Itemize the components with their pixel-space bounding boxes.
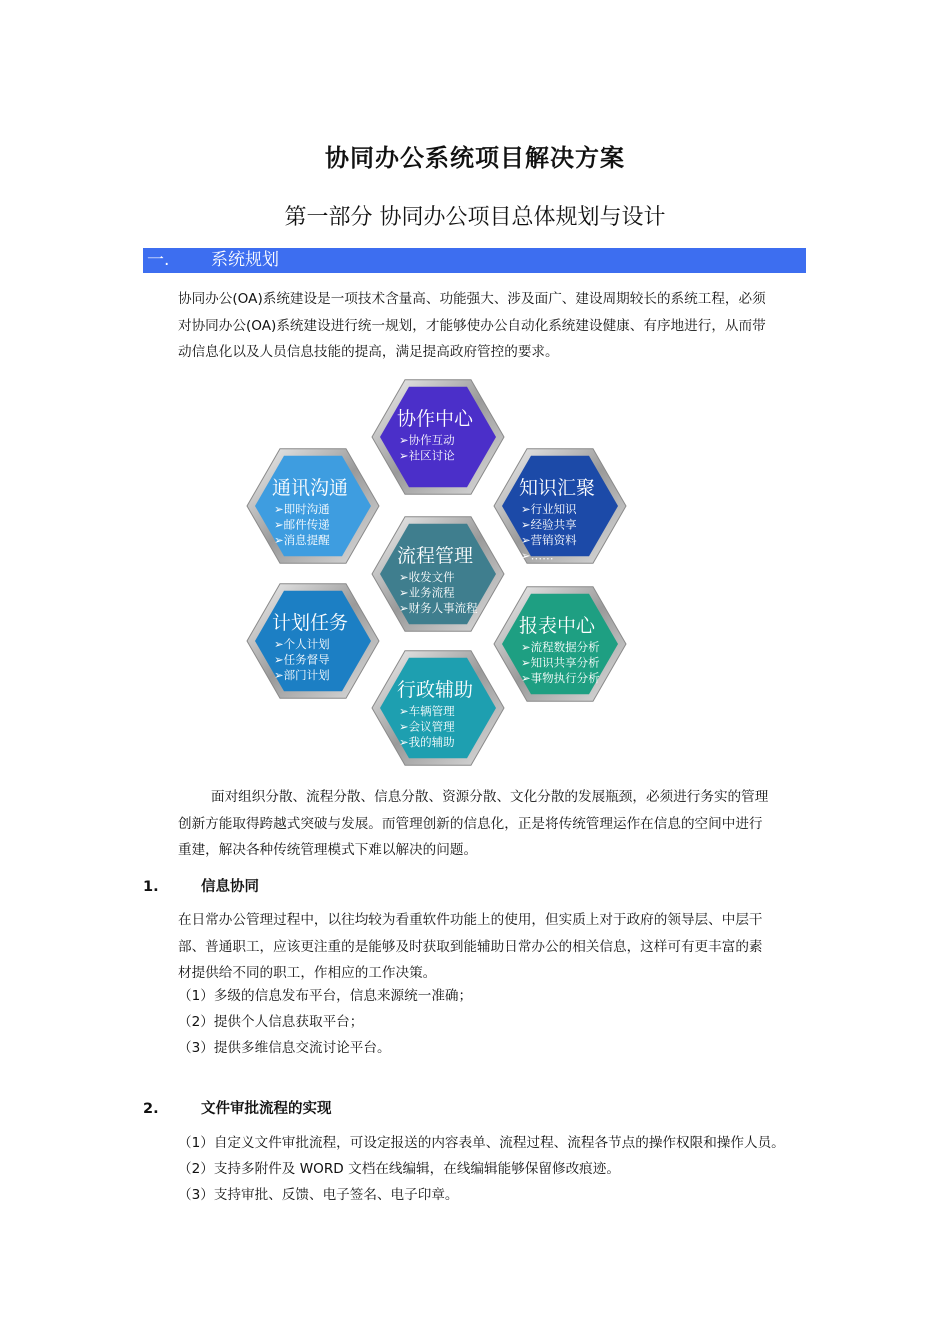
list-item: （1）自定义文件审批流程，可设定报送的内容表单、流程过程、流程各节点的操作权限和操作人员。 (178, 1135, 785, 1151)
subsection-number: 2. (143, 1101, 159, 1117)
hexagon-module (372, 517, 504, 631)
text-line: 创新方能取得跨越式突破与发展。而管理创新的信息化，正是将传统管理运作在信息的空间中进行 (178, 815, 763, 832)
info-collab-paragraph (178, 907, 808, 987)
hexagon-item: ➢经验共享 (521, 517, 577, 532)
hexagon-module (494, 587, 626, 701)
hexagon-module (247, 449, 379, 563)
list-item: （2）支持多附件及 WORD 文档在线编辑，在线编辑能够保留修改痕迹。 (178, 1161, 620, 1177)
hexagon-item: ➢即时沟通 (274, 502, 330, 516)
list-item: （1）多级的信息发布平台，信息来源统一准确； (178, 988, 473, 1004)
hexagon-item: ➢会议管理 (399, 719, 455, 734)
section-title: 系统规划 (211, 250, 279, 270)
subsection-title: 文件审批流程的实现 (201, 1101, 332, 1117)
hexagon-item: ➢营销资料 (521, 533, 577, 547)
analysis-paragraph (178, 784, 808, 864)
hexagon-title: 流程管理 (397, 545, 474, 567)
hexagon-item: ➢…… (521, 548, 554, 563)
subsection-heading-1 (143, 875, 259, 896)
hexagon-item: ➢业务流程 (399, 585, 455, 600)
hexagon-item: ➢我的辅助 (399, 735, 455, 749)
hexagon-item: ➢消息提醒 (274, 533, 330, 547)
hexagon-title: 报表中心 (519, 615, 596, 637)
section-heading-bar (143, 248, 806, 273)
text-line: 材提供给不同的职工，作相应的工作决策。 (178, 965, 437, 981)
text-line: 在日常办公管理过程中，以往均较为看重软件功能上的使用，但实质上对于政府的领导层、中层干 (178, 912, 763, 928)
hexagon-item: ➢财务人事流程 (399, 601, 478, 615)
document-title: 协同办公系统项目解决方案 (325, 144, 625, 172)
hexagon-module (247, 584, 379, 698)
hexagon-title: 行政辅助 (397, 679, 474, 701)
hexagon-item: ➢流程数据分析 (521, 640, 600, 654)
hexagon-item: ➢知识共享分析 (521, 655, 600, 670)
hexagon-item: ➢社区讨论 (399, 448, 455, 463)
text-line: 重建，解决各种传统管理模式下难以解决的问题。 (178, 842, 478, 858)
subsection-heading-2 (143, 1097, 332, 1118)
hexagon-module (494, 449, 626, 563)
hexagon-item: ➢行业知识 (521, 502, 577, 516)
subsection-title: 信息协同 (201, 879, 259, 895)
hexagon-item: ➢个人计划 (274, 637, 330, 651)
hexagon-item: ➢任务督导 (274, 652, 330, 667)
intro-paragraph (178, 286, 808, 366)
text-line: 对协同办公(OA)系统建设进行统一规划，才能够使办公自动化系统建设健康、有序地进行，从而带 (178, 317, 766, 334)
text-line: 部、普通职工，应该更注重的是能够及时获取到能辅助日常办公的相关信息，这样可有更丰富的素 (178, 938, 763, 955)
hexagon-module (372, 380, 504, 494)
approval-list (178, 1130, 785, 1208)
subsection-number: 1. (143, 879, 159, 895)
hexagon-title: 通讯沟通 (272, 477, 349, 499)
list-item: （2）提供个人信息获取平台； (178, 1014, 364, 1030)
hexagon-module-figure (228, 368, 668, 776)
list-item: （3）提供多维信息交流讨论平台。 (178, 1040, 391, 1056)
hexagon-title: 协作中心 (397, 408, 474, 430)
info-collab-list (178, 983, 472, 1061)
text-line: 协同办公(OA)系统建设是一项技术含量高、功能强大、涉及面广、建设周期较长的系统工程，必须 (178, 291, 766, 307)
hexagon-item: ➢部门计划 (274, 668, 330, 682)
text-line: 面对组织分散、流程分散、信息分散、资源分散、文化分散的发展瓶颈，必须进行务实的管理 (211, 789, 769, 805)
hexagon-title: 知识汇聚 (519, 477, 596, 499)
part-title: 第一部分 协同办公项目总体规划与设计 (284, 205, 666, 230)
hexagon-item: ➢事物执行分析 (521, 671, 600, 685)
hexagon-item: ➢车辆管理 (399, 704, 455, 718)
list-item: （3）支持审批、反馈、电子签名、电子印章。 (178, 1187, 459, 1203)
hexagon-module (372, 651, 504, 765)
hexagon-item: ➢收发文件 (399, 570, 455, 584)
text-line: 动信息化以及人员信息技能的提高，满足提高政府管控的要求。 (178, 344, 559, 360)
hexagon-item: ➢邮件传递 (274, 517, 330, 532)
hexagon-title: 计划任务 (272, 612, 349, 634)
section-number: 一. (147, 250, 170, 270)
hexagon-item: ➢协作互动 (399, 433, 455, 447)
